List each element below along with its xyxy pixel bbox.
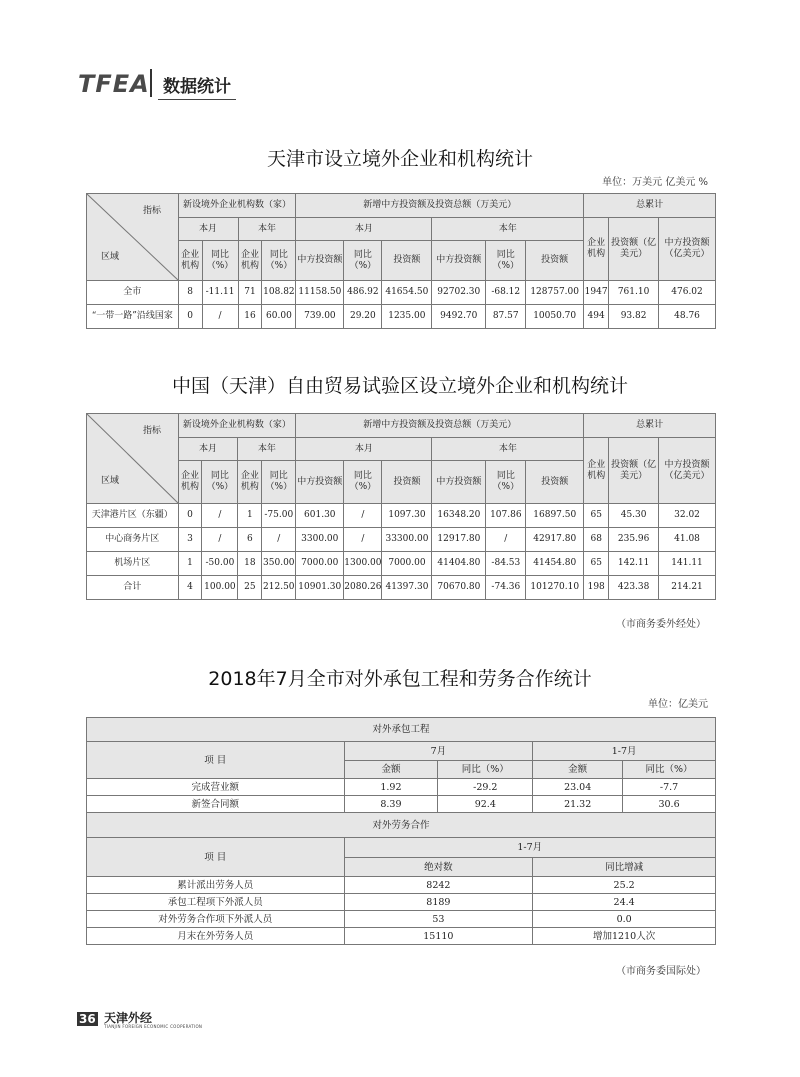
table-cell: 350.00 [262,552,296,576]
table2-header-invest: 投资额 [526,461,584,504]
table-cell: 71 [238,281,262,305]
table1-header-orgs: 企业机构 [238,241,262,281]
table-cell: 70670.80 [432,576,486,600]
tfea-logo: TFEA [78,70,150,98]
table2-header-total-orgs: 企业机构 [584,438,609,504]
table1-header-invest: 投资额 [382,241,432,281]
table2-header-orgs: 企业机构 [178,461,202,504]
table-cell: 15110 [344,928,533,945]
table3-header-jan-jul2: 1-7月 [344,838,715,858]
table-row [87,779,716,796]
table-cell: 68 [584,528,609,552]
table2-header-total-invest: 投资额（亿美元） [609,438,659,504]
table3-source: （市商务委国际处） [616,966,706,977]
table-cell: 41397.30 [382,576,432,600]
table-cell: 198 [584,576,609,600]
table-cell: -74.36 [486,576,526,600]
table-cell: 16348.20 [432,504,486,528]
table2-header-orgs: 企业机构 [238,461,262,504]
table-cell: -7.7 [623,779,716,796]
table-cell: 65 [584,504,609,528]
table1-header-yoy: 同比（%） [262,241,296,281]
table-cell: 1947 [584,281,609,305]
table-cell: 53 [344,911,533,928]
table-cell: 对外劳务合作项下外派人员 [87,911,345,928]
table-cell: 92702.30 [432,281,486,305]
table3-header-yoy: 同比（%） [438,761,533,779]
table-cell: 11158.50 [296,281,344,305]
table-cell: / [344,504,382,528]
table-cell: 214.21 [659,576,716,600]
table-cell: 761.10 [609,281,659,305]
table-cell: 16897.50 [526,504,584,528]
table-cell: 101270.10 [526,576,584,600]
table-cell: 41.08 [659,528,716,552]
table-cell: 增加1210人次 [533,928,716,945]
table3-header-amount: 金额 [533,761,623,779]
table-cell: 累计派出劳务人员 [87,877,345,894]
table-cell: / [202,528,238,552]
table-cell: 486.92 [344,281,382,305]
table-cell: 8189 [344,894,533,911]
table-cell: 1 [178,552,202,576]
table-cell: 24.4 [533,894,716,911]
table-cell: / [262,528,296,552]
table3-header-change: 同比增减 [533,858,716,877]
header-divider [150,69,152,97]
table1-corner [87,194,179,281]
table1-header-yoy: 同比（%） [202,241,238,281]
table2-corner-region: 区域 [101,476,120,486]
table2-header-invest-year: 本年 [432,438,584,461]
table-cell: 29.20 [344,305,382,329]
table-row [87,552,716,576]
table-cell: 3300.00 [296,528,344,552]
table-cell: 601.30 [296,504,344,528]
table3-header-amount: 金额 [344,761,438,779]
table-cell: -75.00 [262,504,296,528]
table-cell: 3 [178,528,202,552]
table1-header-new-orgs: 新设境外企业机构数（家） [178,194,296,218]
table-cell: 0 [178,305,202,329]
table-cell: 235.96 [609,528,659,552]
table-cell: 128757.00 [526,281,584,305]
table-row [87,576,716,600]
table-cell: / [202,504,238,528]
table3-header-item: 项 目 [87,742,345,779]
table-cell: 1.92 [344,779,438,796]
table1-title: 天津市设立境外企业和机构统计 [266,148,533,170]
table-cell: 10050.70 [526,305,584,329]
table2-header-month: 本月 [178,438,238,461]
table-cell: 41454.80 [526,552,584,576]
table-cell: 92.4 [438,796,533,813]
table-cell: 完成营业额 [87,779,345,796]
table-cell: 494 [584,305,609,329]
table-cell: 142.11 [609,552,659,576]
table1-header-invest-month: 本月 [296,218,432,241]
table-cell: 41654.50 [382,281,432,305]
table2-header-yoy: 同比（%） [202,461,238,504]
table-cell: -11.11 [202,281,238,305]
table-row [87,877,716,894]
table-cell: 32.02 [659,504,716,528]
table1-header-yoy: 同比（%） [344,241,382,281]
table-cell: 1097.30 [382,504,432,528]
table-cell: / [202,305,238,329]
table-row [87,528,716,552]
table-cell: 60.00 [262,305,296,329]
table-cell: 8.39 [344,796,438,813]
table1-header-total-invest: 投资额（亿美元） [609,218,659,281]
table-cell: / [344,528,382,552]
table-cell: 25 [238,576,262,600]
magazine-english-name: TIANJIN FOREIGN ECONOMIC COOPERATION [104,1024,203,1029]
table2-corner-indicator: 指标 [143,426,162,436]
table-cell: 212.50 [262,576,296,600]
table1-header-month: 本月 [178,218,238,241]
table1-header-yoy: 同比（%） [486,241,526,281]
magazine-name: 天津外经 [104,1011,153,1025]
table-cell: 33300.00 [382,528,432,552]
table1-header-total: 总累计 [584,194,716,218]
table-cell: 41404.80 [432,552,486,576]
table3-section-contracting: 对外承包工程 [87,718,716,742]
table2-header-yoy: 同比（%） [486,461,526,504]
header-rule [158,99,236,100]
table-cell: 108.82 [262,281,296,305]
table2-corner [87,414,179,504]
table-cell: 30.6 [623,796,716,813]
table-cell: 0 [178,504,202,528]
table-cell: -29.2 [438,779,533,796]
table2-title: 中国（天津）自由贸易试验区设立境外企业和机构统计 [171,375,628,397]
table-cell: 100.00 [202,576,238,600]
table-cell: 23.04 [533,779,623,796]
table-cell: -50.00 [202,552,238,576]
table2-header-new-orgs: 新设境外企业机构数（家） [178,414,296,438]
table-cell: 48.76 [659,305,716,329]
table-cell: 65 [584,552,609,576]
table-cell: 1 [238,504,262,528]
table-cell: -84.53 [486,552,526,576]
table-row [87,894,716,911]
table1-header-total-orgs: 企业机构 [584,218,609,281]
table-cell: 8242 [344,877,533,894]
table2-header-total: 总累计 [584,414,716,438]
table-cell: 中心商务片区 [87,528,179,552]
table-cell: 12917.80 [432,528,486,552]
table2-source: （市商务委外经处） [616,619,706,630]
table2-header-invest: 投资额 [382,461,432,504]
table1-header-cn-invest: 中方投资额 [296,241,344,281]
table-cell: 45.30 [609,504,659,528]
table3-header-july: 7月 [344,742,533,761]
table-row [87,911,716,928]
table1-unit: 单位：万美元 亿美元 % [602,177,708,188]
table-cell: 423.38 [609,576,659,600]
table1 [86,193,716,329]
table-cell: 107.86 [486,504,526,528]
table-cell: 476.02 [659,281,716,305]
table-cell: 新签合同额 [87,796,345,813]
table1-corner-indicator: 指标 [143,206,162,216]
table-cell: 87.57 [486,305,526,329]
table-cell: 1235.00 [382,305,432,329]
table-cell: 93.82 [609,305,659,329]
table1-corner-region: 区域 [101,252,120,262]
table-cell: 9492.70 [432,305,486,329]
table3-title: 2018年7月全市对外承包工程和劳务合作统计 [208,668,592,690]
table-cell: 141.11 [659,552,716,576]
table-cell: / [486,528,526,552]
table1-header-year: 本年 [238,218,296,241]
section-label: 数据统计 [163,77,231,97]
table-cell: 8 [178,281,202,305]
table2-header-invest-month: 本月 [296,438,432,461]
table-row [87,305,716,329]
table1-header-invest: 投资额 [526,241,584,281]
table-cell: 4 [178,576,202,600]
table-cell: 10901.30 [296,576,344,600]
table2-header-total-cn: 中方投资额（亿美元） [659,438,716,504]
table-cell: 7000.00 [296,552,344,576]
table2-header-yoy: 同比（%） [262,461,296,504]
table1-header-new-invest: 新增中方投资额及投资总额（万美元） [296,194,584,218]
table-cell: 25.2 [533,877,716,894]
table2-header-new-invest: 新增中方投资额及投资总额（万美元） [296,414,584,438]
table2 [86,413,716,600]
table-cell: -68.12 [486,281,526,305]
table1-header-orgs: 企业机构 [178,241,202,281]
table-cell: 1300.00 [344,552,382,576]
table3 [86,717,716,945]
table2-header-cn-invest: 中方投资额 [432,461,486,504]
table3-unit: 单位：亿美元 [648,699,708,710]
table-cell: 机场片区 [87,552,179,576]
table-cell: 全市 [87,281,179,305]
table-cell: 18 [238,552,262,576]
table-cell: “一带一路”沿线国家 [87,305,179,329]
table-cell: 天津港片区（东疆） [87,504,179,528]
table-cell: 739.00 [296,305,344,329]
table-row [87,928,716,945]
table-row [87,504,716,528]
table3-header-item2: 项 目 [87,838,345,877]
table3-header-absolute: 绝对数 [344,858,533,877]
table-cell: 6 [238,528,262,552]
table2-header-yoy: 同比（%） [344,461,382,504]
table-row [87,281,716,305]
table3-section-labor: 对外劳务合作 [87,813,716,838]
table-row [87,796,716,813]
table2-header-year: 本年 [238,438,296,461]
table1-header-total-cn: 中方投资额（亿美元） [659,218,716,281]
table1-header-cn-invest: 中方投资额 [432,241,486,281]
table-cell: 42917.80 [526,528,584,552]
table-cell: 月末在外劳务人员 [87,928,345,945]
table-cell: 21.32 [533,796,623,813]
table-cell: 0.0 [533,911,716,928]
table3-header-jan-jul: 1-7月 [533,742,716,761]
table1-header-invest-year: 本年 [432,218,584,241]
page-number: 36 [79,1012,96,1026]
table-cell: 7000.00 [382,552,432,576]
table-cell: 16 [238,305,262,329]
table3-header-yoy: 同比（%） [623,761,716,779]
table-cell: 承包工程项下外派人员 [87,894,345,911]
table-cell: 合计 [87,576,179,600]
table-cell: 2080.26 [344,576,382,600]
table2-header-cn-invest: 中方投资额 [296,461,344,504]
